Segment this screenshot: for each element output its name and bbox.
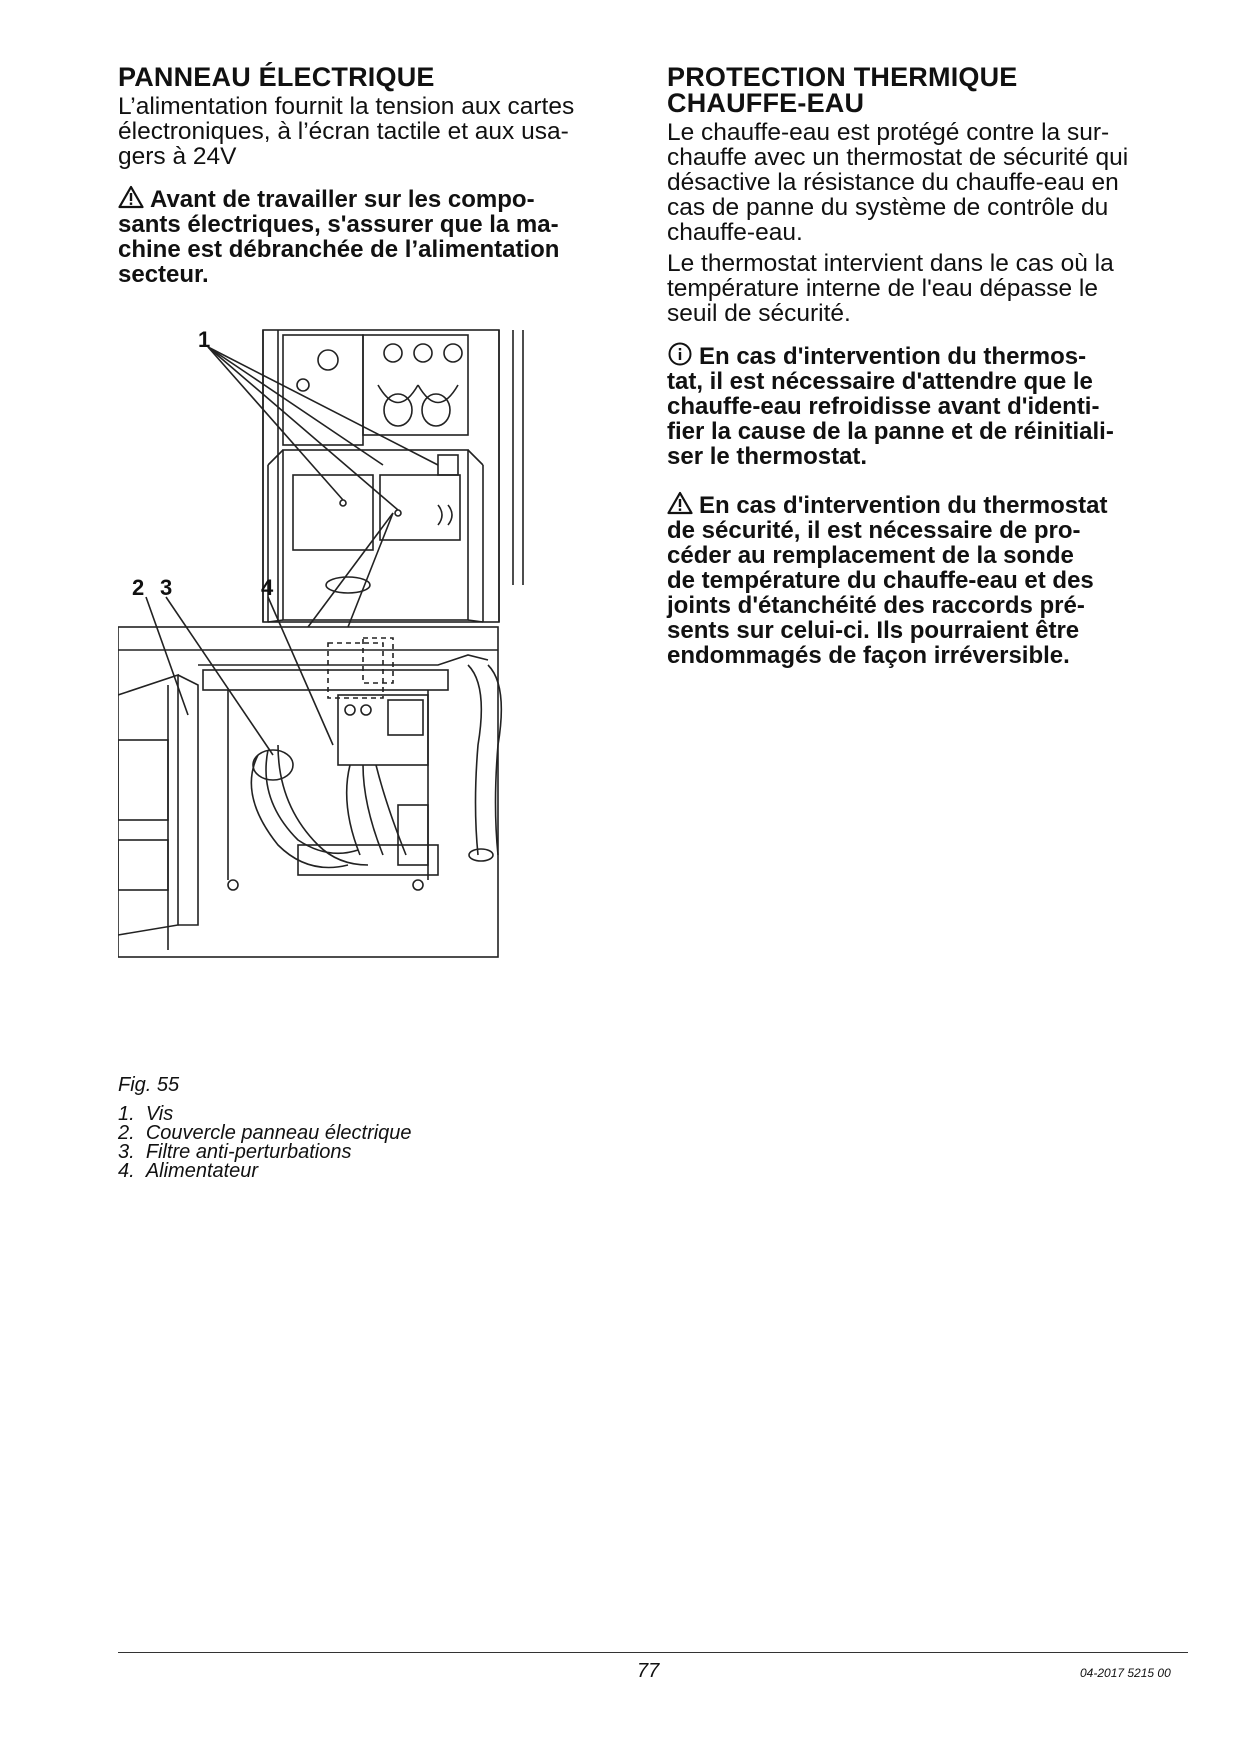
technical-drawing: [118, 325, 548, 1073]
figure-electrical-panel: [118, 325, 548, 1073]
intro-line: électroniques, à l’écran tactile et aux usa-: [118, 118, 569, 145]
title-line: CHAUFFE-EAU: [667, 88, 865, 118]
callout-label-3: 3: [160, 575, 173, 600]
warning-line: endommagés de façon irréversible.: [667, 642, 1070, 669]
legend-number: 2.: [118, 1122, 135, 1144]
page-number: 77: [637, 1660, 660, 1682]
text-line: température interne de l'eau dépasse le: [667, 275, 1098, 302]
warning-paragraph-thermostat: [667, 491, 1187, 668]
warning-line: chine est débranchée de l’alimentation: [118, 236, 560, 263]
warning-line: joints d'étanchéité des raccords pré-: [667, 592, 1085, 619]
info-line: ser le thermostat.: [667, 443, 868, 470]
legend-number: 3.: [118, 1141, 135, 1163]
warning-triangle-icon: [118, 185, 144, 209]
text-line: désactive la résistance du chauffe-eau en: [667, 169, 1119, 196]
warning-paragraph: [118, 185, 628, 287]
legend-text: Couvercle panneau électrique: [145, 1122, 412, 1144]
text-line: chauffe avec un thermostat de sécurité qui: [667, 144, 1129, 171]
warning-line: sants électriques, s'assurer que la ma-: [118, 211, 559, 238]
legend-item: [118, 1162, 412, 1181]
right-column: [667, 64, 1187, 668]
warning-line: céder au remplacement de la sonde: [667, 542, 1074, 569]
info-line: En cas d'intervention du thermos-: [699, 343, 1087, 370]
text-line: chauffe-eau.: [667, 219, 803, 246]
callout-label-2: 2: [132, 575, 145, 600]
warning-line: de température du chauffe-eau et des: [667, 567, 1094, 594]
text-line: Le thermostat intervient dans le cas où la: [667, 250, 1114, 277]
legend-text: Filtre anti-perturbations: [145, 1141, 352, 1163]
document-reference: 04-2017 5215 00: [1080, 1666, 1171, 1680]
intro-paragraph: [118, 94, 628, 169]
info-line: fier la cause de la panne et de réinitiali-: [667, 418, 1114, 445]
text-line: cas de panne du système de contrôle du: [667, 194, 1109, 221]
intro-line: gers à 24V: [118, 143, 237, 170]
machine-frame: [263, 330, 499, 622]
section-title-thermal-protection: [667, 64, 1187, 116]
warning-line: secteur.: [118, 261, 209, 288]
warning-triangle-icon: [667, 491, 693, 515]
legend-number: 1.: [118, 1103, 135, 1125]
section-title-electrical-panel: PANNEAU ÉLECTRIQUE: [118, 62, 435, 92]
paragraph-1: [667, 120, 1187, 245]
paragraph-2: [667, 251, 1187, 326]
text-line: seuil de sécurité.: [667, 300, 851, 327]
figure-caption: Fig. 55: [118, 1074, 180, 1096]
intro-line: L’alimentation fournit la tension aux cartes: [118, 93, 575, 120]
left-column: [118, 64, 628, 287]
warning-line: de sécurité, il est nécessaire de pro-: [667, 517, 1081, 544]
info-line: tat, il est nécessaire d'attendre que le: [667, 368, 1093, 395]
figure-legend: [118, 1105, 412, 1181]
title-line: PROTECTION THERMIQUE: [667, 62, 1018, 92]
warning-line: Avant de travailler sur les compo-: [150, 186, 535, 213]
callout-label-4: 4: [261, 575, 274, 600]
warning-line: En cas d'intervention du thermostat: [699, 492, 1108, 519]
info-line: chauffe-eau refroidisse avant d'identi-: [667, 393, 1100, 420]
legend-text: Alimentateur: [145, 1160, 259, 1182]
info-paragraph: [667, 342, 1187, 469]
warning-line: sents sur celui-ci. Ils pourraient être: [667, 617, 1080, 644]
footer-divider: [118, 1652, 1188, 1653]
legend-text: Vis: [145, 1103, 174, 1125]
text-line: Le chauffe-eau est protégé contre la sur-: [667, 119, 1110, 146]
callout-label-1: 1: [198, 327, 211, 352]
info-circle-icon: [667, 342, 693, 366]
legend-number: 4.: [118, 1160, 135, 1182]
